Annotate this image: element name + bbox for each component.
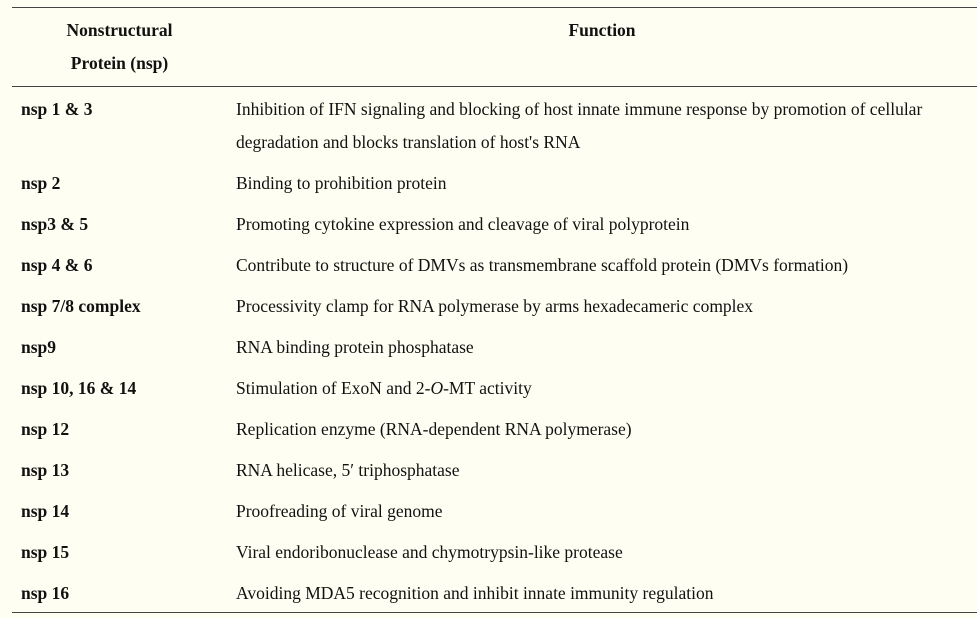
- protein-cell: nsp 15: [21, 542, 70, 562]
- nsp-function-table-container: [12, 7, 977, 613]
- protein-cell: nsp 14: [21, 501, 70, 521]
- table-row: [12, 368, 977, 409]
- protein-cell: nsp 1 & 3: [21, 99, 93, 119]
- function-cell: Binding to prohibition protein: [236, 173, 447, 193]
- table-row: [12, 87, 977, 164]
- protein-cell: nsp 13: [21, 460, 70, 480]
- header-protein-line2: Protein (nsp): [70, 53, 169, 73]
- table-row: [12, 409, 977, 450]
- function-cell: RNA binding protein phosphatase: [236, 337, 474, 357]
- table-row: [12, 204, 977, 245]
- function-cell: Replication enzyme (RNA-dependent RNA polymerase): [236, 419, 632, 439]
- protein-cell: nsp 12: [21, 419, 70, 439]
- table-row: [12, 286, 977, 327]
- header-protein: [12, 8, 227, 87]
- function-cell: Avoiding MDA5 recognition and inhibit innate immunity regulation: [236, 583, 714, 603]
- header-function: Function: [568, 20, 636, 40]
- table-row: [12, 163, 977, 204]
- function-cell: Viral endoribonuclease and chymotrypsin-like protease: [236, 542, 623, 562]
- function-cell: Stimulation of ExoN and 2-O-MT activity: [236, 378, 532, 398]
- table-body: [12, 87, 977, 613]
- function-cell: Processivity clamp for RNA polymerase by arms hexadecameric complex: [236, 296, 754, 316]
- function-cell: RNA helicase, 5′ triphosphatase: [236, 460, 460, 480]
- header-protein-line1: Nonstructural: [66, 20, 173, 40]
- function-cell: Inhibition of IFN signaling and blocking of host innate immune response by promotion of cellular degradation and blocks translation of host's RNA: [236, 99, 923, 152]
- table-header: [12, 8, 977, 87]
- table-row: [12, 491, 977, 532]
- header-row: [12, 8, 977, 87]
- function-cell: Promoting cytokine expression and cleavage of viral polyprotein: [236, 214, 690, 234]
- protein-cell: nsp 10, 16 & 14: [21, 378, 137, 398]
- table-row: [12, 245, 977, 286]
- function-cell: Contribute to structure of DMVs as transmembrane scaffold protein (DMVs formation): [236, 255, 849, 275]
- table-row: [12, 450, 977, 491]
- protein-cell: nsp 2: [21, 173, 61, 193]
- protein-cell: nsp3 & 5: [21, 214, 89, 234]
- protein-cell: nsp 16: [21, 583, 70, 603]
- protein-cell: nsp 7/8 complex: [21, 296, 141, 316]
- italic-o: O: [430, 378, 444, 398]
- table-row: [12, 327, 977, 368]
- nsp-function-table: [12, 8, 977, 612]
- function-cell: Proofreading of viral genome: [236, 501, 443, 521]
- table-row: [12, 532, 977, 573]
- protein-cell: nsp9: [21, 337, 57, 357]
- table-row: [12, 573, 977, 612]
- protein-cell: nsp 4 & 6: [21, 255, 93, 275]
